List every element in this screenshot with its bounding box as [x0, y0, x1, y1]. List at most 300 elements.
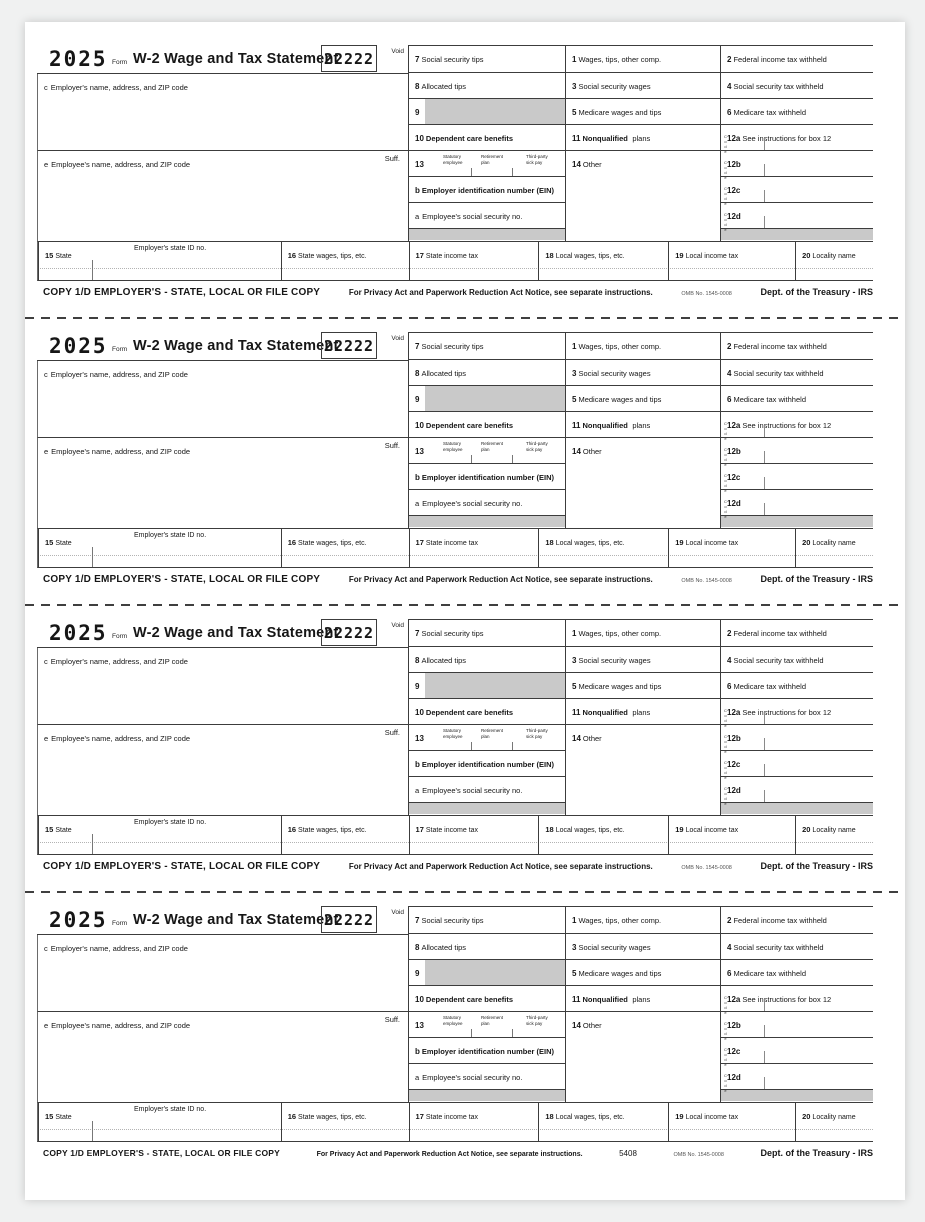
treasury-dept-label: Dept. of the Treasury - IRS: [760, 861, 873, 871]
box-12d-number: 12d: [727, 499, 741, 508]
void-label: Void: [391, 909, 404, 916]
box-12c-divider: [764, 764, 765, 776]
box-8: [409, 360, 565, 386]
box-9-number: 9: [415, 682, 420, 691]
box-e-letter: e: [44, 1021, 49, 1030]
treasury-dept-label: Dept. of the Treasury - IRS: [760, 574, 873, 584]
box-5-label: Medicare wages and tips: [578, 969, 662, 978]
box-12c-number: 12c: [727, 473, 741, 482]
box-12a-number: 12a: [727, 995, 741, 1004]
box-b-letter: b: [415, 1047, 420, 1056]
box-12a-label: See instructions for box 12: [742, 995, 832, 1004]
box-12b-number: 12b: [727, 734, 741, 743]
box-12c: [721, 1038, 873, 1067]
box-1: [566, 906, 720, 934]
box-12a-label: See instructions for box 12: [742, 708, 832, 717]
box-3: [566, 73, 720, 99]
box-19-label: Local income tax: [685, 253, 739, 260]
box-20: [795, 816, 873, 854]
box-12a-divider: [764, 425, 765, 437]
omb-number: OMB No. 1545-0008: [681, 578, 732, 584]
statutory-employee-checkbox-label: Statutory employee: [443, 1015, 463, 1026]
form-header: [37, 332, 408, 361]
box-4-label: Social security tax withheld: [733, 656, 824, 665]
box-4: [721, 73, 873, 99]
form-word: Form: [112, 59, 128, 66]
box-10-label: Dependent care benefits: [425, 134, 514, 143]
box-12b-code-label: Code: [723, 447, 728, 467]
box-10: [409, 986, 565, 1012]
form-footer: [37, 281, 873, 303]
privacy-act-notice: For Privacy Act and Paperwork Reduction Act Notice, see separate instructions.: [316, 1151, 583, 1158]
box-4-label: Social security tax withheld: [733, 369, 824, 378]
box-13: [409, 725, 565, 751]
copy-designation: COPY 1/D EMPLOYER'S - STATE, LOCAL OR FILE COPY: [43, 287, 321, 298]
box-20-label: Locality name: [812, 1114, 856, 1121]
box-11: [566, 986, 720, 1012]
box-12b: [721, 1012, 873, 1041]
box-9-shaded-area: [425, 673, 565, 698]
form-footer: [37, 855, 873, 877]
grid-column-b: [565, 332, 720, 528]
copy-designation: COPY 1/D EMPLOYER'S - STATE, LOCAL OR FILE COPY: [43, 861, 321, 872]
box-8-number: 8: [415, 943, 420, 952]
shaded-strip: [721, 1090, 873, 1101]
control-number-box: 22222: [321, 332, 377, 359]
box-15-number: 15: [45, 251, 54, 260]
box-16-number: 16: [287, 825, 297, 834]
form-left-column: [37, 619, 408, 815]
box-12c-number: 12c: [727, 1047, 741, 1056]
state-local-row: [37, 241, 873, 281]
box-1-label: Wages, tips, other comp.: [578, 629, 662, 638]
box-17-number: 17: [415, 1112, 424, 1121]
box-13-number: 13: [415, 734, 424, 743]
box-12c-divider: [764, 1051, 765, 1063]
box-12a-divider: [764, 999, 765, 1011]
box-12d: [721, 490, 873, 519]
box-9-shaded-area: [425, 960, 565, 985]
product-number: 5408: [619, 1149, 637, 1158]
box-10-number: 10: [415, 995, 424, 1004]
box-15-label: State: [55, 827, 72, 834]
box-5-number: 5: [572, 108, 577, 117]
box-a-label: Employee's social security no.: [422, 786, 523, 795]
box-10-label: Dependent care benefits: [425, 995, 514, 1004]
box-10-label: Dependent care benefits: [425, 421, 514, 430]
box-2-label: Federal income tax withheld: [733, 55, 827, 64]
box-16: [281, 242, 409, 280]
box-5-number: 5: [572, 395, 577, 404]
state-local-row: [37, 528, 873, 568]
box-a-ssn: [409, 777, 565, 803]
box-12b-number: 12b: [727, 160, 741, 169]
box-1-number: 1: [572, 629, 577, 638]
box-9: [409, 386, 565, 412]
box-6: [721, 386, 873, 412]
box-4-label: Social security tax withheld: [733, 943, 824, 952]
box-10-number: 10: [415, 421, 424, 430]
treasury-dept-label: Dept. of the Treasury - IRS: [760, 1148, 873, 1158]
suffix-label: Suff.: [384, 1015, 400, 1024]
box-4: [721, 647, 873, 673]
box-12a-label: See instructions for box 12: [742, 421, 832, 430]
box-2: [721, 906, 873, 934]
checkbox-divider: [471, 455, 472, 463]
box-a-label: Employee's social security no.: [422, 1073, 523, 1082]
box-15: [38, 1103, 281, 1141]
box-20-label: Locality name: [812, 540, 856, 547]
w2-form-copy: [37, 332, 873, 590]
box-15-divider: [92, 260, 93, 280]
box-18-number: 18: [545, 825, 554, 834]
box-8-label: Allocated tips: [421, 82, 467, 91]
box-2-label: Federal income tax withheld: [733, 342, 827, 351]
box-18-label: Local wages, tips, etc.: [555, 253, 625, 260]
box-5-label: Medicare wages and tips: [578, 682, 662, 691]
omb-number: OMB No. 1545-0008: [673, 1152, 724, 1158]
w2-form-copy: [37, 906, 873, 1164]
box-18-number: 18: [545, 1112, 554, 1121]
box-12c-number: 12c: [727, 186, 741, 195]
box-16: [281, 1103, 409, 1141]
grid-column-b: [565, 906, 720, 1102]
employer-name-address-box: [37, 648, 408, 725]
box-16-label: State wages, tips, etc.: [298, 827, 367, 834]
box-9-shaded-area: [425, 386, 565, 411]
box-18-number: 18: [545, 251, 554, 260]
grid-column-a: [408, 619, 565, 815]
box-7-number: 7: [415, 629, 420, 638]
w2-form-copy: [37, 619, 873, 877]
box-12a-number: 12a: [727, 421, 741, 430]
box-3-label: Social security wages: [578, 943, 651, 952]
box-19-number: 19: [675, 825, 684, 834]
box-6-number: 6: [727, 395, 732, 404]
box-18: [538, 1103, 668, 1141]
box-15-label: State: [55, 253, 72, 260]
box-e-label: Employee's name, address, and ZIP code: [51, 447, 191, 456]
box-12a: [721, 412, 873, 441]
box-15-state-id-label: Employer's state ID no.: [134, 532, 207, 539]
void-label: Void: [391, 48, 404, 55]
control-number-box: 22222: [321, 906, 377, 933]
form-word: Form: [112, 346, 128, 353]
box-15-divider: [92, 834, 93, 854]
box-10-number: 10: [415, 708, 424, 717]
box-8-label: Allocated tips: [421, 369, 467, 378]
form-header: [37, 45, 408, 74]
box-4-label: Social security tax withheld: [733, 82, 824, 91]
shaded-strip: [409, 516, 565, 527]
box-17: [409, 242, 539, 280]
box-5: [566, 99, 720, 125]
grid-column-c: [720, 619, 873, 815]
statutory-employee-checkbox-label: Statutory employee: [443, 728, 463, 739]
box-16-number: 16: [287, 538, 297, 547]
form-title: W-2 Wage and Tax Statement: [133, 338, 339, 354]
box-10-number: 10: [415, 134, 424, 143]
form-left-column: [37, 332, 408, 528]
box-19-number: 19: [675, 251, 684, 260]
box-15-label: State: [55, 540, 72, 547]
box-15-state-id-label: Employer's state ID no.: [134, 819, 207, 826]
box-12b-code-label: Code: [723, 734, 728, 754]
form-main-grid: [37, 619, 873, 815]
form-title: W-2 Wage and Tax Statement: [133, 51, 339, 67]
checkbox-divider: [512, 742, 513, 750]
box-1: [566, 619, 720, 647]
privacy-act-notice: For Privacy Act and Paperwork Reduction Act Notice, see separate instructions.: [348, 575, 653, 584]
box-11-label-bold: Nonqualified: [582, 421, 628, 430]
box-15-label: State: [55, 1114, 72, 1121]
box-4: [721, 934, 873, 960]
box-12a-code-label: Code: [723, 421, 728, 441]
box-13: [409, 438, 565, 464]
box-17-number: 17: [415, 251, 424, 260]
box-14: [566, 1012, 720, 1101]
box-5: [566, 673, 720, 699]
treasury-dept-label: Dept. of the Treasury - IRS: [760, 287, 873, 297]
box-6: [721, 99, 873, 125]
grid-column-c: [720, 45, 873, 241]
box-9: [409, 960, 565, 986]
box-b-label: Employer identification number (EIN): [421, 1047, 554, 1056]
box-12a-divider: [764, 138, 765, 150]
box-b-ein: [409, 464, 565, 490]
perforation-cut-line: [25, 317, 905, 319]
box-6-label: Medicare tax withheld: [733, 682, 806, 691]
box-15-divider: [92, 1121, 93, 1141]
box-12c: [721, 464, 873, 493]
box-12a: [721, 125, 873, 154]
box-12c-code-label: Code: [723, 186, 728, 206]
box-19: [668, 529, 795, 567]
employer-name-address-box: [37, 361, 408, 438]
box-6: [721, 673, 873, 699]
box-3-number: 3: [572, 369, 577, 378]
box-3-number: 3: [572, 82, 577, 91]
box-3-number: 3: [572, 943, 577, 952]
box-15: [38, 816, 281, 854]
box-b-ein: [409, 1038, 565, 1064]
box-7-label: Social security tips: [421, 629, 484, 638]
box-19-label: Local income tax: [685, 1114, 739, 1121]
retirement-plan-checkbox-label: Retirement plan: [481, 154, 504, 165]
box-3-label: Social security wages: [578, 82, 651, 91]
box-16-label: State wages, tips, etc.: [298, 1114, 367, 1121]
box-1: [566, 332, 720, 360]
box-11-label: plans: [632, 134, 651, 143]
box-11-number: 11: [572, 708, 581, 717]
box-5-number: 5: [572, 969, 577, 978]
box-a-ssn: [409, 1064, 565, 1090]
box-12b: [721, 438, 873, 467]
box-1-label: Wages, tips, other comp.: [578, 342, 662, 351]
state-local-row: [37, 815, 873, 855]
tax-year: 2025: [49, 47, 108, 71]
box-b-letter: b: [415, 760, 420, 769]
box-14-number: 14: [572, 1021, 581, 1030]
box-8-number: 8: [415, 656, 420, 665]
box-e-label: Employee's name, address, and ZIP code: [51, 160, 191, 169]
omb-number: OMB No. 1545-0008: [681, 865, 732, 871]
box-14: [566, 725, 720, 814]
box-12b: [721, 151, 873, 180]
box-8: [409, 73, 565, 99]
privacy-act-notice: For Privacy Act and Paperwork Reduction Act Notice, see separate instructions.: [348, 862, 653, 871]
box-e-label: Employee's name, address, and ZIP code: [51, 734, 191, 743]
box-12d-number: 12d: [727, 786, 741, 795]
form-main-grid: [37, 332, 873, 528]
box-11: [566, 125, 720, 151]
box-2-number: 2: [727, 629, 732, 638]
box-15-state-id-label: Employer's state ID no.: [134, 245, 207, 252]
checkbox-divider: [471, 168, 472, 176]
shaded-strip: [409, 803, 565, 814]
box-17: [409, 1103, 539, 1141]
box-1-label: Wages, tips, other comp.: [578, 55, 662, 64]
box-11-label: plans: [632, 995, 651, 1004]
box-a-letter: a: [415, 786, 420, 795]
copy-designation: COPY 1/D EMPLOYER'S - STATE, LOCAL OR FILE COPY: [43, 1148, 281, 1158]
box-12c-divider: [764, 477, 765, 489]
box-16-label: State wages, tips, etc.: [298, 540, 367, 547]
box-17: [409, 816, 539, 854]
w2-form-copy: [37, 45, 873, 303]
box-8: [409, 934, 565, 960]
box-12c: [721, 177, 873, 206]
box-5-number: 5: [572, 682, 577, 691]
box-12a-number: 12a: [727, 708, 741, 717]
copy-designation: COPY 1/D EMPLOYER'S - STATE, LOCAL OR FILE COPY: [43, 574, 321, 585]
shaded-strip: [409, 229, 565, 240]
box-13-number: 13: [415, 1021, 424, 1030]
box-12a-label: See instructions for box 12: [742, 134, 832, 143]
box-11: [566, 699, 720, 725]
box-3-label: Social security wages: [578, 656, 651, 665]
shaded-strip: [409, 1090, 565, 1101]
form-left-column: [37, 906, 408, 1102]
box-4-number: 4: [727, 656, 732, 665]
control-number-box: 22222: [321, 619, 377, 646]
statutory-employee-checkbox-label: Statutory employee: [443, 441, 463, 452]
form-left-column: [37, 45, 408, 241]
box-4: [721, 360, 873, 386]
box-a-label: Employee's social security no.: [422, 212, 523, 221]
box-16-label: State wages, tips, etc.: [298, 253, 367, 260]
box-14-label: Other: [582, 160, 602, 169]
third-party-sick-pay-checkbox-label: Third-party sick pay: [526, 1015, 548, 1026]
box-c-letter: c: [44, 83, 48, 92]
box-a-letter: a: [415, 1073, 420, 1082]
void-label: Void: [391, 622, 404, 629]
box-6-number: 6: [727, 682, 732, 691]
grid-column-c: [720, 332, 873, 528]
box-15: [38, 529, 281, 567]
box-14-label: Other: [582, 447, 602, 456]
box-12d-divider: [764, 790, 765, 802]
box-12a-code-label: Code: [723, 995, 728, 1015]
box-10: [409, 699, 565, 725]
box-14-label: Other: [582, 734, 602, 743]
box-e-letter: e: [44, 734, 49, 743]
employee-name-address-box: [37, 151, 408, 241]
box-20: [795, 529, 873, 567]
box-20-number: 20: [802, 1112, 811, 1121]
box-12a-code-label: Code: [723, 134, 728, 154]
box-16-number: 16: [287, 1112, 297, 1121]
box-12d-divider: [764, 503, 765, 515]
perforation-cut-line: [25, 604, 905, 606]
box-5: [566, 386, 720, 412]
box-3: [566, 360, 720, 386]
employee-name-address-box: [37, 725, 408, 815]
box-c-label: Employer's name, address, and ZIP code: [50, 370, 188, 379]
box-12d-number: 12d: [727, 212, 741, 221]
box-e-letter: e: [44, 447, 49, 456]
box-9-number: 9: [415, 969, 420, 978]
box-1-label: Wages, tips, other comp.: [578, 916, 662, 925]
box-15-number: 15: [45, 1112, 54, 1121]
perforation-cut-line: [25, 891, 905, 893]
box-11-label-bold: Nonqualified: [582, 708, 628, 717]
box-14: [566, 151, 720, 240]
box-2-number: 2: [727, 342, 732, 351]
box-2: [721, 619, 873, 647]
box-b-label: Employer identification number (EIN): [421, 186, 554, 195]
box-2-label: Federal income tax withheld: [733, 916, 827, 925]
box-2: [721, 332, 873, 360]
box-2: [721, 45, 873, 73]
box-19: [668, 1103, 795, 1141]
box-13-number: 13: [415, 160, 424, 169]
box-10: [409, 412, 565, 438]
box-19-number: 19: [675, 1112, 684, 1121]
box-13: [409, 1012, 565, 1038]
box-11-label: plans: [632, 708, 651, 717]
box-17-label: State income tax: [425, 540, 479, 547]
box-15-state-id-label: Employer's state ID no.: [134, 1106, 207, 1113]
suffix-label: Suff.: [384, 441, 400, 450]
box-17-label: State income tax: [425, 1114, 479, 1121]
box-20-number: 20: [802, 825, 811, 834]
box-12d: [721, 777, 873, 806]
tax-year: 2025: [49, 334, 108, 358]
retirement-plan-checkbox-label: Retirement plan: [481, 728, 504, 739]
box-12a-divider: [764, 712, 765, 724]
box-b-ein: [409, 751, 565, 777]
box-11-label: plans: [632, 421, 651, 430]
w2-sheet: [25, 22, 905, 1200]
box-4-number: 4: [727, 82, 732, 91]
grid-column-b: [565, 619, 720, 815]
box-12b-number: 12b: [727, 1021, 741, 1030]
form-word: Form: [112, 633, 128, 640]
checkbox-divider: [471, 742, 472, 750]
grid-column-c: [720, 906, 873, 1102]
box-20: [795, 242, 873, 280]
box-8: [409, 647, 565, 673]
box-5-label: Medicare wages and tips: [578, 108, 662, 117]
shaded-strip: [721, 803, 873, 814]
box-18-label: Local wages, tips, etc.: [555, 827, 625, 834]
box-5-label: Medicare wages and tips: [578, 395, 662, 404]
box-a-ssn: [409, 203, 565, 229]
checkbox-divider: [512, 455, 513, 463]
box-4-number: 4: [727, 943, 732, 952]
box-7-number: 7: [415, 342, 420, 351]
